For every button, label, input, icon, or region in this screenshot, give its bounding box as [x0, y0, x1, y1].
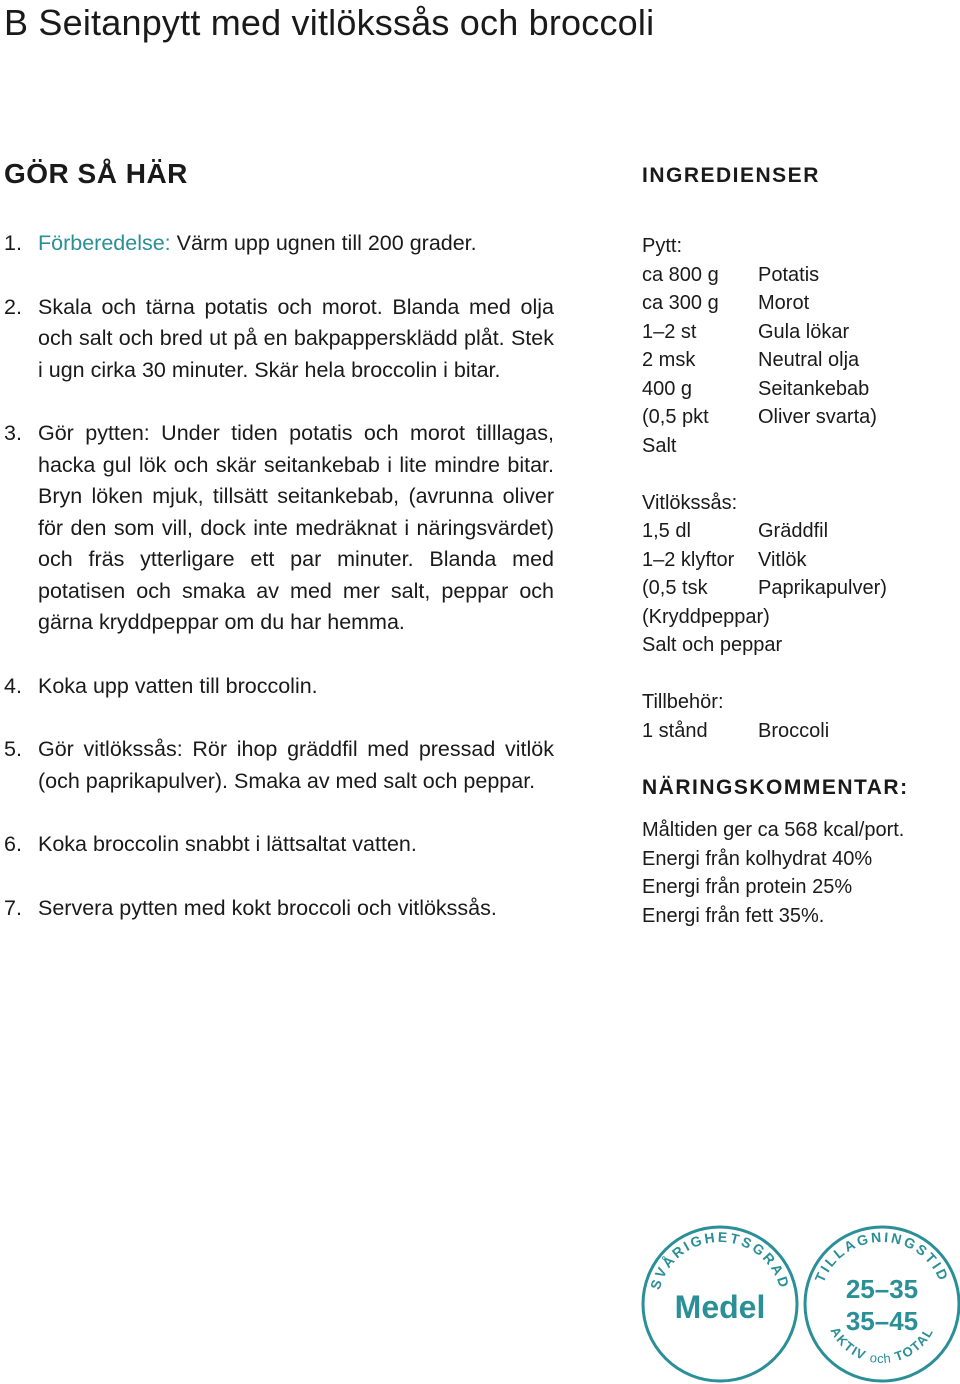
- recipe-title: B Seitanpytt med vitlökssås och broccoli: [4, 2, 655, 43]
- difficulty-arc-label: SVÅRIGHETSGRAD: [646, 1228, 794, 1292]
- step-text: Servera pytten med kokt broccoli och vitlökssås.: [38, 895, 497, 920]
- ingredient-name: Neutral olja: [758, 349, 860, 371]
- nutrition-list: [642, 816, 904, 930]
- badges: [640, 1222, 960, 1384]
- steps-heading: GÖR SÅ HÄR: [4, 158, 188, 189]
- ingredient-qty: ca 300 g: [642, 292, 719, 314]
- step-item: [4, 734, 554, 797]
- time-arc-label: TILLAGNINGSTID: [811, 1228, 953, 1285]
- ingredient-qty: 1–2 st: [642, 320, 697, 343]
- step-text: Skala och tärna potatis och morot. Blanda med olja och salt och bred ut på en bakpappersklädd plåt. Stek i ugn cirka 30 minuter. Skär hela broccolin i bitar.: [38, 294, 554, 382]
- step-text: Koka broccolin snabbt i lättsaltat vatten.: [38, 832, 417, 856]
- step-number: 3.: [4, 421, 22, 445]
- ingredient-qty: (0,5 tsk: [642, 577, 708, 599]
- step-text: Gör vitlökssås: Rör ihop gräddfil med pressad vitlök (och paprikapulver). Smaka av med salt och peppar.: [38, 737, 554, 793]
- step-item: [4, 292, 554, 387]
- ingredient-name: Oliver svarta): [758, 406, 877, 428]
- group-label: Pytt:: [642, 235, 683, 257]
- total-time: 35–45: [845, 1306, 919, 1336]
- ingredients-list: [642, 232, 952, 774]
- ingredient-qty: 1,5 dl: [642, 520, 691, 542]
- step-item: [4, 671, 554, 703]
- nutrition-heading: NÄRINGSKOMMENTAR:: [642, 776, 909, 799]
- active-time: 25–35: [845, 1274, 919, 1304]
- ingredient-row: [642, 403, 952, 432]
- ingredient-name: Potatis: [758, 263, 820, 286]
- ingredient-extra: (Kryddpeppar): [642, 605, 770, 628]
- ingredient-group-side: [642, 688, 952, 745]
- group-label: Tillbehör:: [642, 691, 724, 713]
- ingredient-qty: 1 stånd: [642, 719, 708, 742]
- ingredient-name: Broccoli: [758, 719, 830, 742]
- difficulty-value: Medel: [674, 1289, 766, 1325]
- group-label: Vitlökssås:: [642, 491, 738, 514]
- ingredient-extra: Salt: [642, 434, 677, 457]
- ingredient-group-pytt: [642, 232, 952, 460]
- badges-graphic: [640, 1222, 960, 1384]
- ingredient-row: [642, 517, 952, 546]
- step-text: Värm upp ugnen till 200 grader.: [170, 231, 477, 255]
- time-bottom-label: AKTIV och TOTAL: [827, 1324, 937, 1367]
- ingredient-row: [642, 375, 952, 404]
- step-item: [4, 893, 554, 925]
- ingredient-name: Gräddfil: [758, 520, 829, 542]
- ingredient-row: [642, 346, 952, 375]
- nutrition-line: Energi från kolhydrat 40%: [642, 847, 873, 870]
- nutrition-line: Energi från protein 25%: [642, 876, 853, 898]
- step-item: [4, 418, 554, 639]
- ingredient-row: [642, 717, 952, 746]
- ingredient-qty: 1–2 klyftor: [642, 548, 735, 571]
- steps-list: [4, 228, 554, 956]
- step-text-wrapper: [38, 228, 554, 260]
- ingredient-name: Seitankebab: [758, 377, 870, 400]
- time-badge: [805, 1227, 959, 1381]
- step-number: 5.: [4, 737, 22, 761]
- ingredient-qty: (0,5 pkt: [642, 406, 709, 428]
- ingredient-extra: Salt och peppar: [642, 634, 783, 656]
- difficulty-badge: [643, 1227, 797, 1381]
- ingredient-qty: 2 msk: [642, 349, 696, 371]
- ingredient-row: [642, 289, 952, 318]
- nutrition-line: Energi från fett 35%.: [642, 904, 825, 927]
- step-text: Koka upp vatten till broccolin.: [38, 673, 318, 698]
- ingredient-name: Gula lökar: [758, 320, 850, 343]
- ingredient-row: [642, 261, 952, 290]
- nutrition-line: Måltiden ger ca 568 kcal/port.: [642, 819, 905, 841]
- step-item: [4, 228, 554, 260]
- step-item: [4, 829, 554, 861]
- ingredient-qty: ca 800 g: [642, 263, 719, 286]
- ingredient-qty: 400 g: [642, 377, 693, 400]
- ingredient-name: Vitlök: [758, 548, 807, 571]
- step-number: 2.: [4, 294, 22, 319]
- step-label: Förberedelse:: [38, 231, 171, 255]
- ingredient-row: [642, 574, 952, 603]
- step-text: Gör pytten: Under tiden potatis och morot tilllagas, hacka gul lök och skär seitankebab i lite mindre bitar. Bryn löken mjuk, tillsätt seitankebab, (avrunna oliver för den som vill, dock inte medräknat i näringsvärdet) och fräs ytterligare ett par minuter. Blanda med potatisen och smaka av med mer salt, peppar och gärna kryddpeppar om du har hemma.: [38, 421, 554, 634]
- step-number: 4.: [4, 673, 22, 698]
- ingredient-row: [642, 546, 952, 575]
- ingredient-row: [642, 318, 952, 347]
- step-number: 1.: [4, 231, 22, 255]
- step-number: 7.: [4, 895, 22, 920]
- ingredients-heading: INGREDIENSER: [642, 164, 820, 187]
- ingredient-name: Morot: [758, 292, 810, 314]
- step-number: 6.: [4, 832, 22, 856]
- ingredient-group-sauce: [642, 489, 952, 660]
- ingredient-name: Paprikapulver): [758, 577, 887, 599]
